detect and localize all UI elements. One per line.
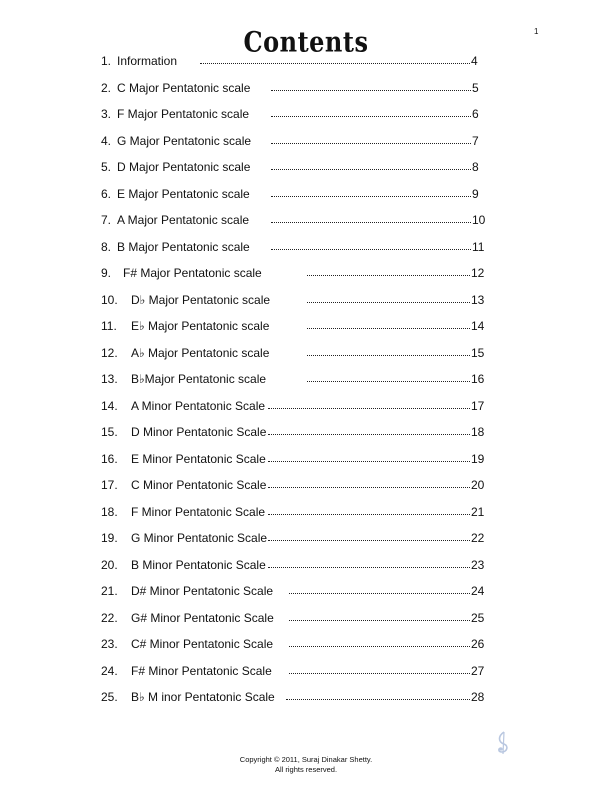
toc-page: 13 — [471, 292, 485, 307]
toc-label: D Minor Pentatonic Scale — [131, 425, 267, 439]
toc-label: C# Minor Pentatonic Scale — [131, 637, 274, 651]
page-number: 1 — [534, 27, 539, 36]
toc-label: A Minor Pentatonic Scale — [131, 398, 266, 413]
dot-leader — [286, 699, 470, 700]
dot-leader — [271, 249, 471, 250]
toc-page: 24 — [471, 584, 485, 598]
dot-leader — [307, 381, 470, 382]
dot-leader — [307, 302, 470, 303]
toc-entry[interactable] — [0, 370, 612, 388]
toc-number: 5. — [101, 160, 112, 174]
toc-entry[interactable] — [0, 450, 612, 468]
dot-leader — [307, 275, 470, 276]
toc-label: Information — [117, 54, 178, 68]
toc-page: 16 — [471, 372, 485, 386]
toc-entry[interactable] — [0, 317, 612, 335]
toc-number: 18. — [101, 504, 118, 519]
dot-leader — [271, 169, 471, 170]
toc-page: 6 — [472, 107, 479, 121]
toc-page: 18 — [471, 425, 485, 439]
toc-page: 8 — [472, 160, 479, 174]
toc-entry[interactable] — [0, 529, 612, 547]
toc-label: A Major Pentatonic scale — [117, 213, 250, 227]
toc-label: D Major Pentatonic scale — [117, 160, 251, 174]
toc-entry[interactable] — [0, 662, 612, 680]
toc-entry[interactable] — [0, 423, 612, 441]
toc-page: 19 — [471, 451, 485, 466]
toc-label: F# Minor Pentatonic Scale — [131, 663, 272, 678]
dot-leader — [268, 567, 470, 568]
toc-number: 2. — [101, 80, 112, 95]
dot-leader — [268, 408, 470, 409]
toc-page: 10 — [472, 213, 486, 227]
toc-entry[interactable] — [0, 79, 612, 97]
toc-entry[interactable] — [0, 132, 612, 150]
toc-page: 12 — [471, 266, 485, 280]
toc-page: 17 — [471, 398, 485, 413]
toc-page: 11 — [472, 239, 485, 254]
dot-leader — [268, 461, 470, 462]
toc-number: 14. — [101, 398, 118, 413]
toc-number: 4. — [101, 133, 112, 148]
toc-page: 7 — [472, 133, 479, 148]
toc-entry[interactable] — [0, 185, 612, 203]
toc-label: A♭ Major Pentatonic scale — [131, 345, 270, 360]
toc-number: 8. — [101, 239, 112, 254]
toc-page: 20 — [471, 478, 485, 492]
toc-label: C Major Pentatonic scale — [117, 80, 251, 95]
toc-entry[interactable] — [0, 344, 612, 362]
toc-page: 22 — [471, 531, 485, 545]
toc-number: 16. — [101, 451, 118, 466]
toc-label: F Minor Pentatonic Scale — [131, 504, 266, 519]
toc-entry[interactable] — [0, 105, 612, 123]
dot-leader — [271, 90, 471, 91]
toc-entry[interactable] — [0, 397, 612, 415]
toc-entry[interactable] — [0, 556, 612, 574]
toc-number: 15. — [101, 425, 118, 439]
toc-label: G# Minor Pentatonic Scale — [131, 610, 274, 625]
dot-leader — [268, 514, 470, 515]
toc-number: 13. — [101, 372, 118, 386]
dot-leader — [289, 593, 470, 594]
toc-label: D♭ Major Pentatonic scale — [131, 292, 271, 307]
toc-number: 24. — [101, 663, 118, 678]
toc-entry[interactable] — [0, 503, 612, 521]
dot-leader — [271, 222, 471, 223]
toc-number: 17. — [101, 478, 118, 492]
toc-page: 21 — [471, 504, 485, 519]
toc-label: B♭ M inor Pentatonic Scale — [131, 690, 275, 704]
dot-leader — [271, 143, 471, 144]
toc-page: 9 — [472, 186, 479, 201]
toc-number: 12. — [101, 345, 118, 360]
dot-leader — [307, 355, 470, 356]
toc-entry[interactable] — [0, 291, 612, 309]
toc-label: E Minor Pentatonic Scale — [131, 451, 266, 466]
toc-page: 26 — [471, 637, 485, 651]
toc-number: 23. — [101, 637, 118, 651]
toc-number: 10. — [101, 292, 118, 307]
toc-entry[interactable] — [0, 476, 612, 494]
toc-number: 1. — [101, 54, 112, 68]
dot-leader — [268, 540, 470, 541]
dot-leader — [268, 434, 470, 435]
dot-leader — [268, 487, 470, 488]
toc-page: 25 — [471, 610, 485, 625]
toc-page: 23 — [471, 557, 485, 572]
toc-page: 27 — [471, 663, 485, 678]
dot-leader — [200, 63, 470, 64]
dot-leader — [289, 646, 470, 647]
dot-leader — [271, 196, 471, 197]
dot-leader — [289, 673, 470, 674]
toc-label: G Major Pentatonic scale — [117, 133, 252, 148]
toc-label: B Major Pentatonic scale — [117, 239, 250, 254]
toc-label: E Major Pentatonic scale — [117, 186, 250, 201]
toc-page: 5 — [472, 80, 479, 95]
toc-page: 4 — [471, 54, 478, 68]
toc-number: 3. — [101, 107, 112, 121]
toc-label: C Minor Pentatonic Scale — [131, 478, 267, 492]
toc-label: B Minor Pentatonic Scale — [131, 557, 266, 572]
toc-entry[interactable] — [0, 582, 612, 600]
dot-leader — [271, 116, 471, 117]
toc-number: 7. — [101, 213, 112, 227]
toc-page: 14 — [471, 319, 485, 333]
treble-clef-logo-icon — [492, 730, 514, 756]
dot-leader — [307, 328, 470, 329]
toc-number: 25. — [101, 690, 118, 704]
footer — [0, 755, 612, 775]
toc-entry[interactable] — [0, 609, 612, 627]
toc-number: 9. — [101, 266, 112, 280]
toc-number: 22. — [101, 610, 118, 625]
toc-entry[interactable] — [0, 635, 612, 653]
toc-label: D# Minor Pentatonic Scale — [131, 584, 274, 598]
toc-entry[interactable] — [0, 211, 612, 229]
dot-leader — [289, 620, 470, 621]
toc-entry[interactable] — [0, 52, 612, 70]
toc-label: F# Major Pentatonic scale — [123, 266, 262, 280]
toc-page: 28 — [471, 690, 485, 704]
page-title: Contents — [243, 25, 369, 59]
toc-entry[interactable] — [0, 158, 612, 176]
toc-number: 21. — [101, 584, 118, 598]
toc-entry[interactable] — [0, 264, 612, 282]
copyright-text: Copyright © 2011, Suraj Dinakar Shetty. — [239, 755, 373, 764]
toc-label: G Minor Pentatonic Scale — [131, 531, 268, 545]
toc-page: 15 — [471, 345, 485, 360]
toc-number: 20. — [101, 557, 118, 572]
rights-text: All rights reserved. — [274, 765, 338, 774]
toc-label: E♭ Major Pentatonic scale — [131, 319, 270, 333]
toc-number: 11. — [101, 319, 117, 333]
toc-entry[interactable] — [0, 238, 612, 256]
toc-label: F Major Pentatonic scale — [117, 107, 250, 121]
toc-number: 19. — [101, 531, 118, 545]
toc-label: B♭Major Pentatonic scale — [131, 372, 267, 386]
toc-number: 6. — [101, 186, 112, 201]
toc-entry[interactable] — [0, 688, 612, 706]
